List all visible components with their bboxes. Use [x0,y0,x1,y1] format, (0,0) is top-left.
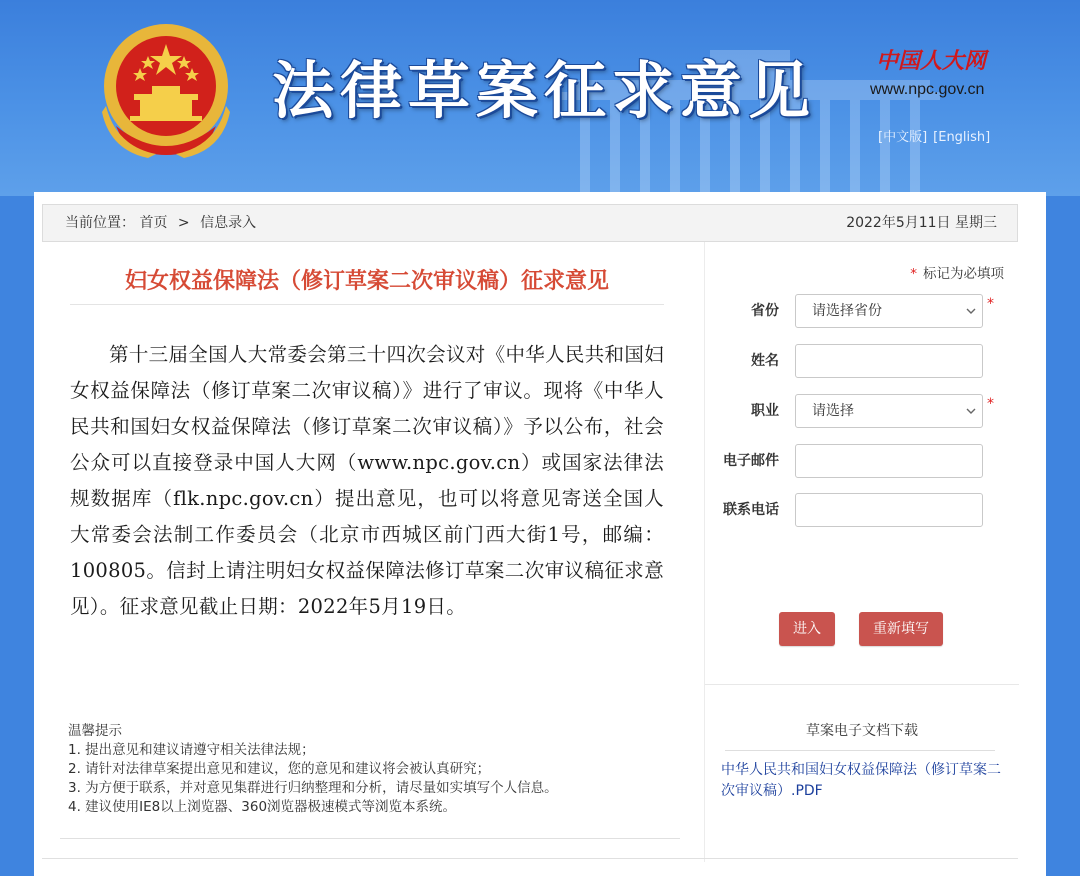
name-row [705,344,1019,380]
tips-title: 温馨提示 [68,723,122,739]
occupation-label: 职业 [751,403,779,419]
occupation-row [705,394,1019,430]
page-bottom-divider [42,858,1018,859]
download-divider [725,750,995,751]
occupation-select-value: 请选择 [812,403,854,419]
tips-divider [60,838,680,839]
lang-chinese-link[interactable]: [中文版] [878,130,928,145]
tips-item: 2. 请针对法律草案提出意见和建议，您的意见和建议将会被认真研究； [68,761,491,777]
language-switch [878,126,996,145]
submit-button[interactable]: 进入 [779,612,835,646]
phone-label: 联系电话 [723,502,779,518]
tips-item: 1. 提出意见和建议请遵守相关法律法规； [68,742,315,758]
phone-row [705,493,1019,529]
province-required-mark: * [987,296,994,312]
tips-section [68,722,678,817]
breadcrumb-home-link[interactable]: 首页 [139,215,168,231]
lang-english-link[interactable]: [English] [933,130,991,145]
document-body: 第十三届全国人大常委会第三十四次会议对《中华人民共和国妇女权益保障法（修订草案二次审议稿）》进行了审议。现将《中华人民共和国妇女权益保障法（修订草案二次审议稿）》予以公布，社会公众可以直接登录中国人大网（www.npc.gov.cn）或国家法律法规数据库（flk.npc.gov.cn）提出意见，也可以将意见寄送全国人大常委会法制工作委员会（北京市西城区前门西大街1号，邮编：100805。信封上请注明妇女权益保障法修订草案二次审议稿征求意见）。征求意见截止日期：2022年5月19日。 [70,343,664,618]
phone-input[interactable] [795,493,983,527]
province-label: 省份 [751,303,779,319]
chevron-down-icon [966,406,976,416]
required-note [910,262,1004,282]
occupation-select[interactable] [795,394,983,428]
chevron-down-icon [966,306,976,316]
required-star: * [910,266,917,282]
tips-item: 3. 为方便于联系，并对意见集群进行归纳整理和分析，请尽量如实填写个人信息。 [68,780,558,796]
province-row [705,294,1019,330]
draft-pdf-download-link[interactable]: 中华人民共和国妇女权益保障法（修订草案二次审议稿）.PDF [721,762,1001,799]
national-emblem-icon [96,16,236,164]
name-label: 姓名 [751,353,779,369]
province-select[interactable] [795,294,983,328]
email-label: 电子邮件 [723,453,779,469]
breadcrumb-separator: > [177,215,190,231]
document-column [42,242,692,842]
tips-item: 4. 建议使用IE8以上浏览器、360浏览器极速模式等浏览本系统。 [68,799,457,815]
name-input[interactable] [795,344,983,378]
breadcrumb-current: 信息录入 [200,215,257,231]
occupation-required-mark: * [987,396,994,412]
npc-logo-text[interactable]: 中国人大网 [876,48,987,74]
header-banner [0,0,1080,196]
email-row [705,444,1019,480]
document-title: 妇女权益保障法（修订草案二次审议稿）征求意见 [124,269,609,294]
province-select-value: 请选择省份 [812,303,882,319]
tips-list [68,741,678,817]
download-title: 草案电子文档下载 [806,723,918,739]
form-divider [705,684,1019,685]
npc-url[interactable]: www.npc.gov.cn [870,81,985,98]
breadcrumb [65,205,256,241]
current-date: 2022年5月11日 星期三 [846,215,997,231]
site-title: 法律草案征求意见 [272,54,817,127]
required-note-text: 标记为必填项 [923,266,1004,282]
feedback-form [704,242,1018,862]
breadcrumb-bar [42,204,1018,242]
reset-button[interactable]: 重新填写 [859,612,943,646]
content-panel [34,192,1046,876]
breadcrumb-prefix: 当前位置： [65,215,135,231]
title-divider [70,304,664,305]
email-input[interactable] [795,444,983,478]
